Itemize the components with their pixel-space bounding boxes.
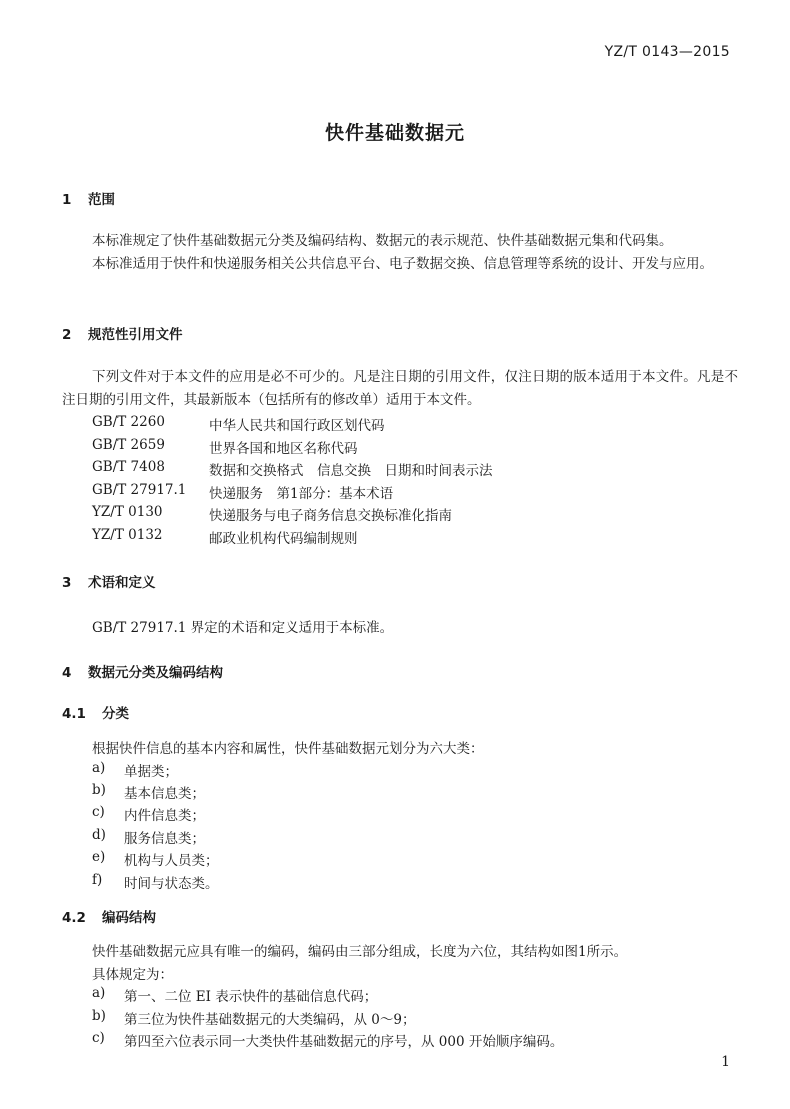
section-4-heading [62,661,223,681]
section-number: 4.1 [62,706,86,722]
section-number: 3 [62,575,72,591]
reference-title: 数据和交换格式 信息交换 日期和时间表示法 [209,463,493,479]
reference-title: 快递服务与电子商务信息交换标准化指南 [209,508,452,524]
list-item-text: 机构与人员类； [124,853,219,869]
section-number: 4.2 [62,910,86,926]
section-2-heading [62,323,183,343]
reference-title: 世界各国和地区名称代码 [209,441,358,457]
list-item-label: c) [92,1030,105,1046]
list-item-text: 基本信息类； [124,786,205,802]
section-title: 术语和定义 [88,575,156,591]
list-item-label: f) [92,872,103,888]
document-title: 快件基础数据元 [324,122,465,144]
list-item-label: b) [92,782,106,798]
section-1-heading [62,188,115,208]
section-title: 范围 [88,192,115,208]
reference-code: YZ/T 0132 [92,527,163,543]
reference-code: GB/T 7408 [92,459,165,475]
subsection-4-2-intro-2: 具体规定为： [92,967,173,983]
section-title: 规范性引用文件 [88,327,183,343]
subsection-4-2-heading [62,906,156,926]
reference-code: GB/T 27917.1 [92,482,187,498]
list-item-label: d) [92,827,106,843]
list-item-label: a) [92,985,106,1001]
reference-title: 邮政业机构代码编制规则 [209,531,358,547]
reference-code: GB/T 2260 [92,414,165,430]
section-title: 分类 [102,706,129,722]
list-item-text: 单据类； [124,764,178,780]
section-title: 编码结构 [102,910,156,926]
list-item-text: 内件信息类； [124,808,205,824]
section-1-paragraph-1: 本标准规定了快件基础数据元分类及编码结构、数据元的表示规范、快件基础数据元集和代码集。 [92,233,673,249]
section-3-heading [62,571,156,591]
section-number: 1 [62,192,72,208]
subsection-4-2-intro: 快件基础数据元应具有唯一的编码，编码由三部分组成，长度为六位，其结构如图1所示。 [92,944,628,960]
subsection-4-1-intro: 根据快件信息的基本内容和属性，快件基础数据元划分为六大类： [92,741,484,757]
page-number: 1 [721,1054,730,1070]
list-item-label: a) [92,760,106,776]
list-item-text: 服务信息类； [124,831,205,847]
section-2-intro: 下列文件对于本文件的应用是必不可少的。凡是注日期的引用文件，仅注日期的版本适用于本文件。凡是不注日期的引用文件，其最新版本（包括所有的修改单）适用于本文件。 [62,369,738,408]
subsection-4-1-heading [62,702,129,722]
list-item-text: 时间与状态类。 [124,876,219,892]
reference-title: 快递服务 第1部分：基本术语 [209,486,394,502]
list-item-text: 第三位为快件基础数据元的大类编码，从 0～9； [124,1012,416,1028]
list-item-label: e) [92,849,106,865]
section-3-text: GB/T 27917.1 界定的术语和定义适用于本标准。 [92,620,394,636]
list-item-label: c) [92,804,105,820]
reference-title: 中华人民共和国行政区划代码 [209,418,385,434]
section-number: 4 [62,665,72,681]
reference-code: GB/T 2659 [92,437,165,453]
list-item-label: b) [92,1008,106,1024]
section-number: 2 [62,327,72,343]
reference-code: YZ/T 0130 [92,504,163,520]
section-title: 数据元分类及编码结构 [88,665,223,681]
list-item-text: 第四至六位表示同一大类快件基础数据元的序号，从 000 开始顺序编码。 [124,1034,564,1050]
section-1-paragraph-2: 本标准适用于快件和快递服务相关公共信息平台、电子数据交换、信息管理等系统的设计、开发与应用。 [92,256,713,272]
list-item-text: 第一、二位 EI 表示快件的基础信息代码； [124,989,378,1005]
standard-code: YZ/T 0143—2015 [604,44,730,60]
